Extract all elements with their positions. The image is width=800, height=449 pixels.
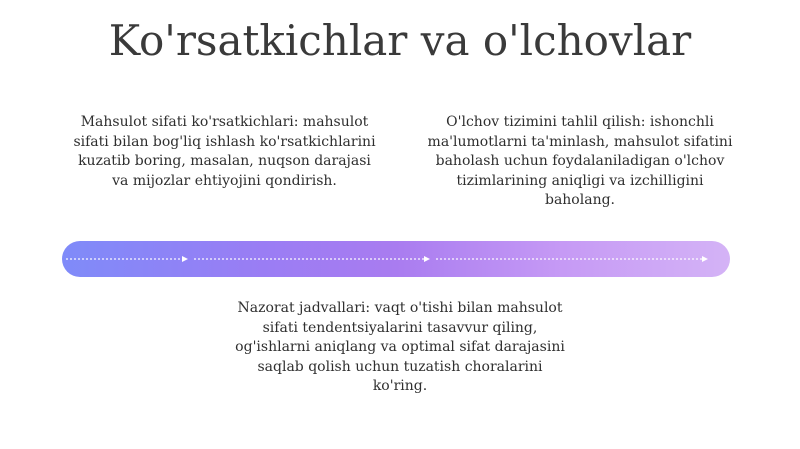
arrow-right-icon: [182, 256, 188, 262]
text-block-quality-indicators: Mahsulot sifati ko'rsatkichlari: mahsulot sifati bilan bog'liq ishlash ko'rsatkichlarini kuzatib boring, masalan, nuqson darajasi va mijozlar ehtiyojini qondirish.: [73, 114, 376, 189]
timeline-arrows: [62, 241, 730, 277]
arrow-right-icon: [424, 256, 430, 262]
text-block-control-charts: Nazorat jadvallari: vaqt o'tishi bilan mahsulot sifati tendentsiyalarini tasavvur qiling, og'ishlarni aniqlang va optimal sifat darajasini saqlab qolish uchun tuzatish choralarini ko'ring.: [235, 300, 565, 394]
text-block-measurement-analysis: O'lchov tizimini tahlil qilish: ishonchli ma'lumotlarni ta'minlash, mahsulot sifatini baholash uchun foydalaniladigan o'lchov tizimlarining aniqligi va izchilligini baholang.: [427, 114, 733, 208]
arrow-right-icon: [702, 256, 708, 262]
timeline-bar: [62, 241, 730, 277]
page-title: Ko'rsatkichlar va o'lchovlar: [108, 16, 692, 65]
